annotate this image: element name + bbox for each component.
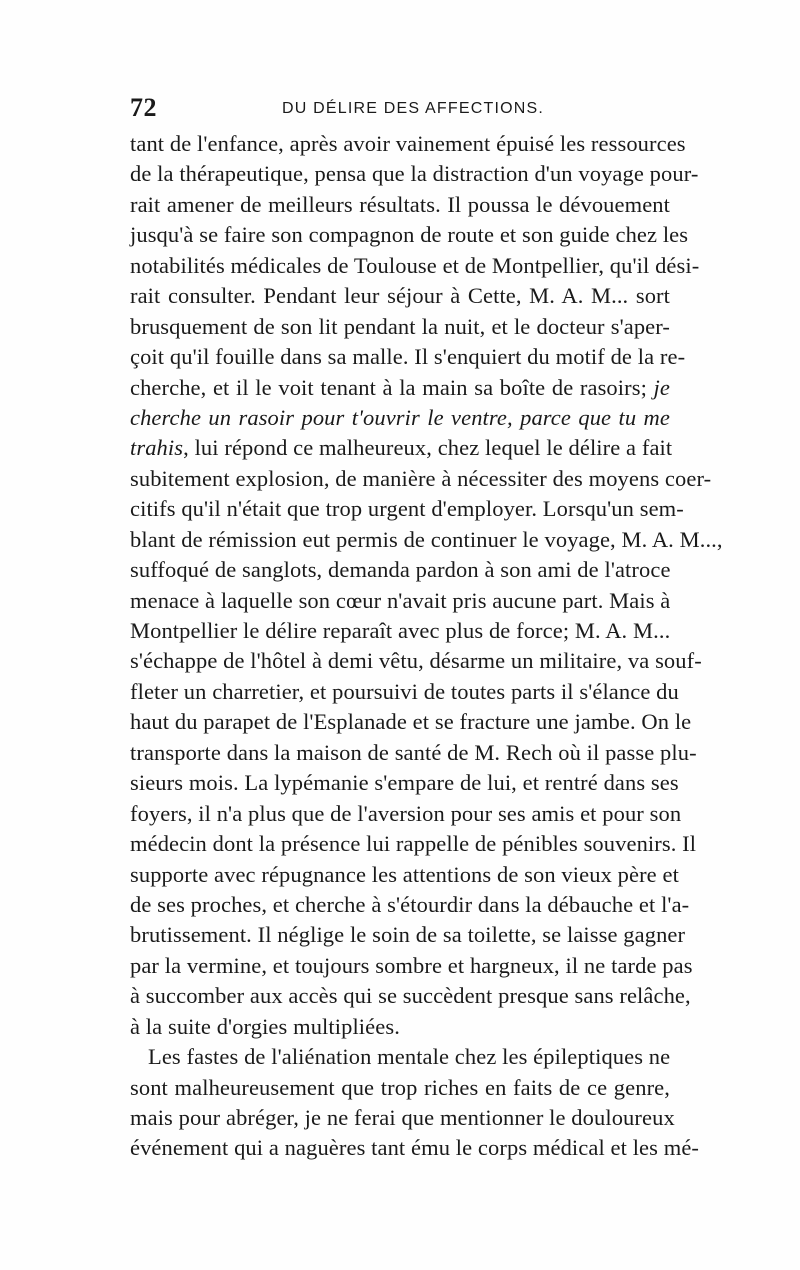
text-line <box>130 768 679 798</box>
line-text: par la vermine, et toujours sombre et hargneux, il ne tarde pas <box>130 952 693 978</box>
text-line <box>130 981 691 1011</box>
body-text <box>130 129 723 1164</box>
text-line <box>130 1103 675 1133</box>
text-line <box>130 433 673 463</box>
line-text: transporte dans la maison de santé de M. Rech où il passe plu- <box>130 739 697 765</box>
line-text: Montpellier le délire reparaît avec plus de force; M. A. M... <box>130 618 671 643</box>
line-text: blant de rémission eut permis de continuer le voyage, M. A. M..., <box>130 526 723 552</box>
text-line <box>130 342 686 372</box>
line-text: cherche, et il le voit tenant à la main sa boîte de rasoirs; <box>130 374 654 400</box>
text-line <box>130 860 679 890</box>
line-text: s'échappe de l'hôtel à demi vêtu, désarme un militaire, va souf- <box>130 648 702 674</box>
line-text: haut du parapet de l'Esplanade et se fracture une jambe. On le <box>130 709 692 735</box>
line-text: citifs qu'il n'était que trop urgent d'employer. Lorsqu'un sem- <box>130 496 684 522</box>
text-line <box>130 494 684 524</box>
line-text: rait amener de meilleurs résultats. Il poussa le dévouement <box>130 191 670 217</box>
text-line <box>130 555 670 585</box>
line-text: à succomber aux accès qui se succèdent presque sans relâche, <box>130 983 691 1009</box>
text-line <box>130 707 692 737</box>
text-line <box>130 373 670 403</box>
line-text: sieurs mois. La lypémanie s'empare de lui, et rentré dans ses <box>130 770 679 796</box>
line-text: brutissement. Il néglige le soin de sa toilette, se laisse gagner <box>130 922 686 948</box>
text-line <box>130 525 723 555</box>
text-line <box>130 251 700 281</box>
line-text: suffoqué de sanglots, demanda pardon à son ami de l'atroce <box>130 557 671 583</box>
text-line <box>130 464 712 494</box>
text-line <box>130 616 670 646</box>
line-text: de ses proches, et cherche à s'étourdir dans la débauche et l'a- <box>130 891 690 917</box>
text-line <box>130 920 686 950</box>
text-line <box>130 1012 670 1042</box>
text-line <box>130 829 697 859</box>
text-line <box>130 159 699 189</box>
text-line <box>130 1073 670 1103</box>
text-line <box>130 1042 670 1072</box>
text-line <box>130 190 670 220</box>
line-text: Les fastes de l'aliénation mentale chez les épileptiques ne <box>148 1044 671 1070</box>
text-line <box>130 738 697 768</box>
text-line <box>130 951 693 981</box>
text-line <box>130 1133 699 1163</box>
line-text: foyers, il n'a plus que de l'aversion pour ses amis et pour son <box>130 800 682 826</box>
running-title: DU DÉLIRE DES AFFECTIONS. <box>282 100 545 117</box>
page-number: 72 <box>130 93 157 122</box>
running-head <box>130 92 670 124</box>
line-text: rait consulter. Pendant leur séjour à Cette, M. A. M... sort <box>130 283 670 309</box>
text-line <box>130 220 689 250</box>
text-line <box>130 403 670 433</box>
text-line <box>130 890 690 920</box>
text-line <box>130 677 679 707</box>
text-line <box>130 129 686 159</box>
line-text: mais pour abréger, je ne ferai que mentionner le douloureux <box>130 1105 675 1130</box>
line-text: , lui répond ce malheureux, chez lequel le délire a fait <box>183 435 673 461</box>
italic-text: je <box>653 374 670 400</box>
text-line <box>130 312 670 342</box>
line-text: notabilités médicales de Toulouse et de Montpellier, qu'il dési- <box>130 252 700 278</box>
text-line <box>130 646 702 676</box>
line-text: fleter un charretier, et poursuivi de toutes parts il s'élance du <box>130 678 679 704</box>
italic-text: trahis <box>130 435 184 461</box>
line-text: brusquement de son lit pendant la nuit, et le docteur s'aper- <box>130 313 670 339</box>
text-line <box>130 586 670 616</box>
line-text: supporte avec répugnance les attentions de son vieux père et <box>130 861 679 887</box>
line-text: tant de l'enfance, après avoir vainement épuisé les ressources <box>130 131 686 156</box>
line-text: subitement explosion, de manière à nécessiter des moyens coer- <box>130 465 712 491</box>
italic-text: cherche un rasoir pour t'ouvrir le ventre, parce que tu me <box>130 404 670 430</box>
text-line <box>130 799 682 829</box>
line-text: médecin dont la présence lui rappelle de pénibles souvenirs. Il <box>130 831 697 857</box>
line-text: de la thérapeutique, pensa que la distraction d'un voyage pour- <box>130 161 699 187</box>
line-text: çoit qu'il fouille dans sa malle. Il s'enquiert du motif de la re- <box>130 344 686 370</box>
line-text: jusqu'à se faire son compagnon de route et son guide chez les <box>130 222 689 248</box>
line-text: à la suite d'orgies multipliées. <box>130 1013 400 1039</box>
line-text: sont malheureusement que trop riches en faits de ce genre, <box>130 1074 670 1100</box>
text-line <box>130 281 670 311</box>
line-text: événement qui a naguères tant ému le corps médical et les mé- <box>130 1135 699 1161</box>
line-text: menace à laquelle son cœur n'avait pris aucune part. Mais à <box>130 587 671 613</box>
